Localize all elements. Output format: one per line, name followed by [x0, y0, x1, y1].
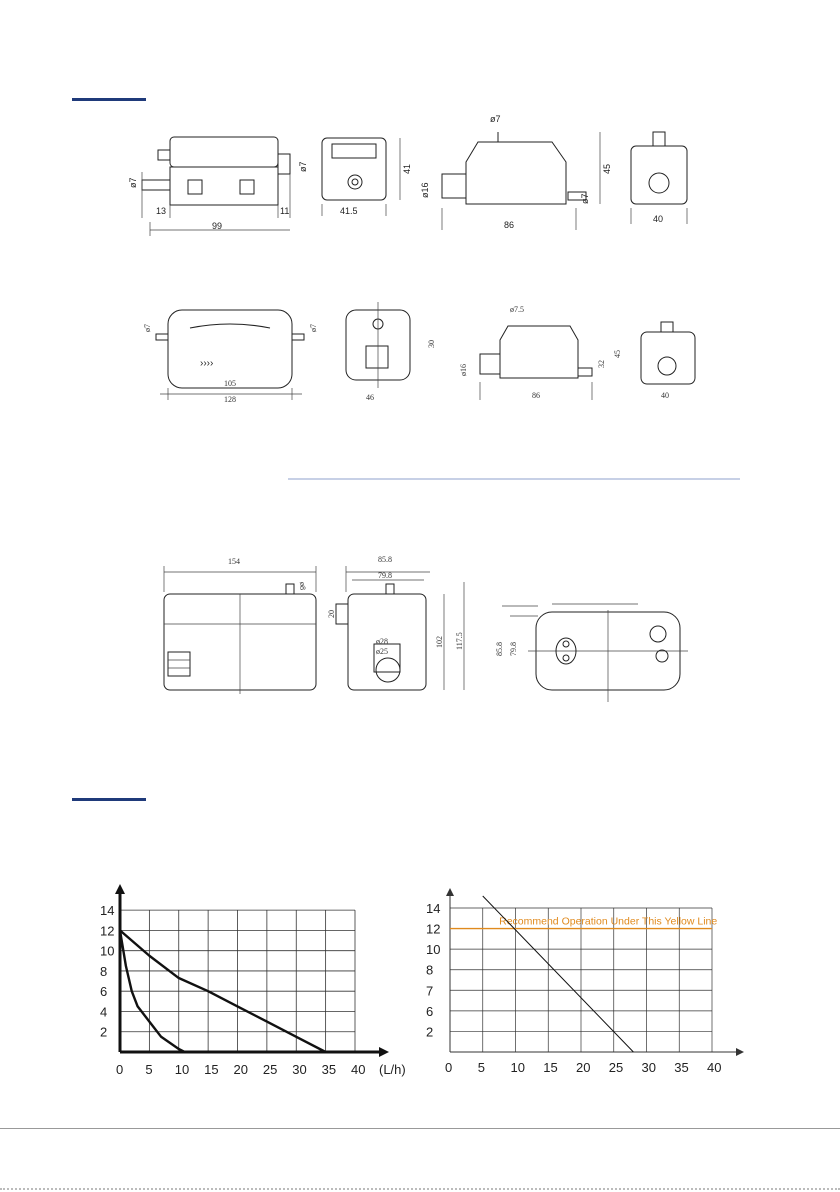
y-tick-label: 8 — [426, 962, 434, 978]
x-tick-label: 40 — [351, 1062, 366, 1077]
y-tick-label: 10 — [100, 943, 115, 959]
dim-label: 154 — [228, 557, 240, 566]
dim-label: 32 — [597, 360, 606, 368]
dim-label: ø8 — [298, 582, 307, 590]
drawing-row2-front — [138, 302, 328, 407]
dim-label: ø16 — [420, 182, 430, 198]
x-axis-arrow — [736, 1048, 744, 1056]
dim-label: 41 — [402, 163, 412, 174]
y-tick-label: 8 — [100, 963, 108, 979]
x-tick-label: 25 — [608, 1060, 624, 1075]
dim-label: 105 — [224, 379, 236, 388]
drawing-row1-front — [128, 132, 318, 242]
x-tick-label: 25 — [262, 1062, 278, 1077]
x-tick-label: 35 — [674, 1060, 689, 1075]
drawing-row1-angled — [412, 112, 612, 237]
y-axis-arrow — [446, 888, 454, 896]
x-tick-label: 0 — [445, 1060, 453, 1075]
y-tick-label: 6 — [100, 984, 108, 1000]
section-divider — [288, 478, 740, 480]
footer-dotted-edge — [0, 1188, 840, 1192]
dim-label: 45 — [602, 163, 612, 174]
dim-label: ø7.5 — [510, 305, 524, 314]
dim-label: 40 — [661, 391, 669, 400]
dim-label: ø28 — [376, 637, 388, 646]
y-tick-label: 12 — [426, 921, 441, 937]
y-tick-label: 10 — [426, 942, 441, 958]
x-tick-label: 10 — [510, 1060, 525, 1075]
dim-label: 13 — [156, 206, 167, 216]
x-axis-arrow — [379, 1047, 389, 1057]
dim-label: 86 — [532, 391, 540, 400]
section-rule-performance — [72, 798, 146, 801]
x-tick-label: 0 — [116, 1062, 124, 1077]
y-tick-label: 7 — [426, 983, 434, 999]
recommend-annotation: Recommend Operation Under This Yellow Line — [499, 915, 718, 928]
section-rule-dimensions — [72, 98, 146, 101]
dim-label: 85.8 — [495, 642, 504, 656]
x-tick-label: 5 — [145, 1062, 153, 1077]
x-tick-label: 20 — [576, 1060, 591, 1075]
dim-label: 46 — [366, 393, 374, 402]
x-tick-label: 20 — [233, 1062, 248, 1077]
dim-label: 79.8 — [378, 571, 392, 580]
x-tick-label: 15 — [543, 1060, 558, 1075]
footer-rule — [0, 1128, 840, 1129]
chart-right-svg — [420, 880, 750, 1080]
dim-label: ø25 — [376, 647, 388, 656]
drawing-row1-side — [318, 132, 418, 222]
y-tick-label: 4 — [100, 1004, 108, 1020]
dim-label: 41.5 — [340, 206, 358, 216]
x-tick-label: 15 — [204, 1062, 219, 1077]
y-tick-label: 2 — [426, 1024, 434, 1040]
dim-label: ø7 — [143, 324, 152, 332]
chart-left — [100, 880, 410, 1080]
chart-left-svg — [100, 880, 410, 1080]
y-tick-label: 14 — [426, 901, 441, 916]
dim-label: ø7 — [298, 161, 308, 172]
y-tick-label: 12 — [100, 923, 115, 939]
dim-label: ø7 — [580, 193, 590, 204]
y-tick-label: 2 — [100, 1024, 108, 1040]
y-tick-label: 14 — [100, 903, 115, 919]
dim-label: ø16 — [459, 364, 468, 376]
x-tick-label: 30 — [641, 1060, 656, 1075]
dim-label: 128 — [224, 395, 236, 404]
x-tick-label: 10 — [174, 1062, 190, 1077]
dim-label: 45 — [613, 350, 622, 358]
dim-label: 20 — [327, 610, 336, 618]
dim-label: ø7 — [490, 114, 501, 124]
drawing-row3-side — [326, 552, 476, 697]
dim-label: 86 — [504, 220, 515, 230]
arrow-marks: ›››› — [200, 358, 214, 369]
dim-label: 99 — [212, 221, 223, 231]
dim-label: ø7 — [128, 177, 138, 188]
drawing-row2-end — [635, 318, 705, 403]
dim-label: 102 — [435, 636, 444, 648]
x-tick-label: 40 — [707, 1060, 722, 1075]
x-tick-label: 35 — [321, 1062, 337, 1077]
dim-label: 117.5 — [455, 632, 464, 650]
x-tick-label: 30 — [292, 1062, 307, 1077]
x-tick-label: 5 — [477, 1060, 485, 1075]
drawing-row3-top — [492, 596, 692, 706]
y-tick-label: 6 — [426, 1003, 434, 1019]
dim-label: 85.8 — [378, 555, 392, 564]
x-axis-label: (L/h) — [379, 1062, 406, 1077]
dim-label: 11 — [280, 206, 290, 216]
dim-label: ø7 — [309, 324, 318, 332]
drawing-row2-angled — [452, 300, 632, 405]
dim-label: 40 — [653, 214, 664, 224]
chart-right — [420, 880, 750, 1080]
dim-label: 79.8 — [509, 642, 518, 656]
drawing-row1-end — [625, 128, 695, 228]
drawing-row3-front — [158, 552, 328, 697]
y-axis-arrow — [115, 884, 125, 894]
dim-label: 30 — [427, 340, 436, 348]
drawing-row2-side — [338, 302, 438, 407]
